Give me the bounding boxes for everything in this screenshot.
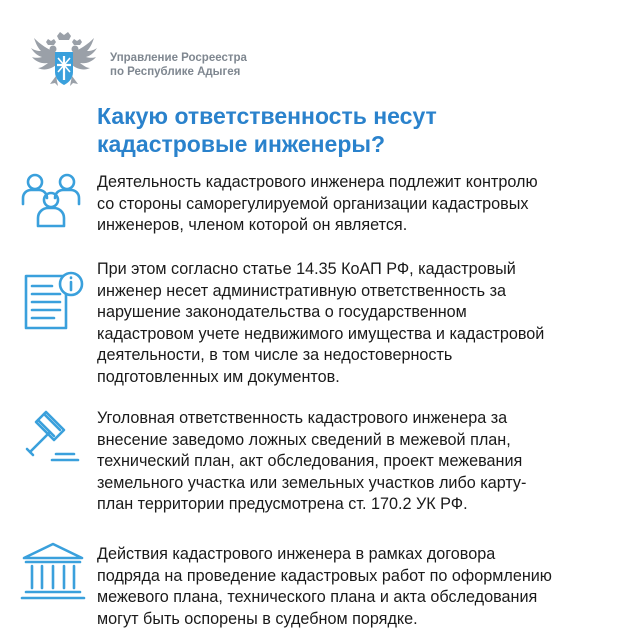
- text-line: внесение заведомо ложных сведений в межевой план,: [97, 430, 511, 449]
- text-line: инженеров, членом которой он является.: [97, 216, 408, 234]
- organization-name-line2: по Республике Адыгея: [110, 66, 241, 78]
- text-line: инженер несет административную ответственность за: [97, 281, 507, 300]
- text-line: Действия кадастрового инженера в рамках договора: [97, 545, 496, 563]
- text-line: нарушение законодательства о государственном: [97, 303, 467, 321]
- section-text-court: [97, 544, 617, 630]
- text-line: кадастровом учете недвижимого имущества и кадастровой: [97, 324, 545, 343]
- section-text-administrative: [97, 259, 617, 388]
- text-line: со стороны саморегулируемой организации кадастровых: [97, 194, 529, 213]
- text-line: межевого плана, технического плана и акта обследования: [97, 588, 538, 606]
- page-title: [97, 102, 617, 158]
- double-headed-eagle-emblem-icon: [26, 30, 102, 90]
- text-line: земельного участка или земельных участков либо карту-: [97, 473, 527, 492]
- judge-gavel-icon: [22, 408, 82, 468]
- text-line: Уголовная ответственность кадастрового инженера за: [97, 409, 508, 427]
- text-line: план территории предусмотрена ст. 170.2 УК РФ.: [97, 495, 468, 513]
- courthouse-icon: [20, 540, 86, 602]
- text-line: технический план, акт обследования, проект межевания: [97, 452, 523, 470]
- section-text-self-regulation: [97, 172, 617, 237]
- page-title-line2: кадастровые инженеры?: [97, 131, 386, 157]
- people-group-icon: [20, 170, 82, 232]
- organization-name-line1: Управление Росреестра: [110, 52, 247, 64]
- text-line: подряда на проведение кадастровых работ по оформлению: [97, 566, 552, 585]
- header: [26, 30, 326, 90]
- text-line: подготовленных им документов.: [97, 367, 340, 386]
- organization-name: [110, 51, 247, 79]
- document-info-icon: [22, 268, 88, 334]
- text-line: могут быть оспорены в судебном порядке.: [97, 609, 418, 628]
- text-line: деятельности, в том числе за недостоверность: [97, 346, 453, 364]
- section-text-criminal: [97, 408, 617, 516]
- page-title-line1: Какую ответственность несут: [97, 103, 437, 129]
- text-line: При этом согласно статье 14.35 КоАП РФ, кадастровый: [97, 260, 516, 278]
- text-line: Деятельность кадастрового инженера подлежит контролю: [97, 173, 538, 191]
